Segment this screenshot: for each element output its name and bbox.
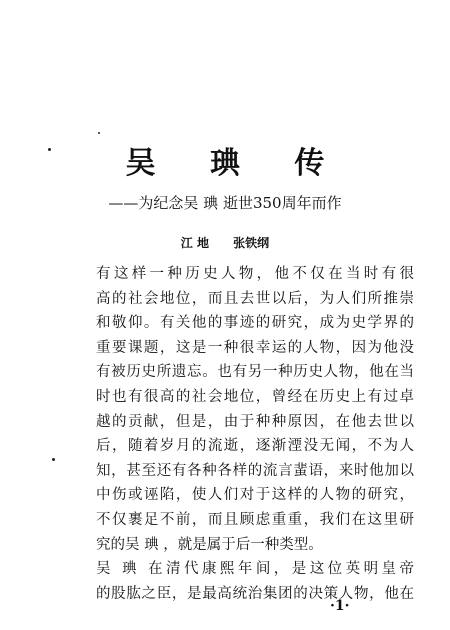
body-line: 究的吴 琠 ，就是属于后一种类型。 — [96, 536, 323, 553]
body-line: 有这样一种历史人物，他不仅在当时有很 — [96, 266, 414, 282]
author-name: 张铁纲 — [233, 236, 270, 250]
author-name: 江 地 — [180, 236, 209, 250]
body-line: 的股肱之臣，是最高统治集团的决策人物，他在 — [96, 585, 414, 602]
body-line: 后，随着岁月的流逝，逐渐湮没无闻，不为人 — [96, 438, 414, 455]
article-subtitle: ——为纪念吴 琠 逝世350周年而作 — [108, 194, 342, 212]
scan-speck — [52, 458, 55, 461]
body-line: 时也有很高的社会地位，曾经在历史上有过卓 — [96, 388, 414, 405]
page-number: ·1· — [330, 598, 350, 614]
body-line: 有被历史所遗忘。也有另一种历史人物，他在当 — [96, 364, 414, 381]
body-line: 知，甚至还有各种各样的流言蜚语，来时他加以 — [96, 462, 414, 479]
body-line: 高的社会地位，而且去世以后，为人们所推崇 — [96, 290, 414, 307]
body-line: 越的贡献，但是，由于种种原因，在他去世以 — [96, 413, 414, 430]
article-body — [96, 262, 414, 606]
article-title: 吴 琠 传 — [125, 146, 347, 181]
article-authors — [0, 234, 450, 251]
body-line: 不仅裹足不前，而且顾虑重重，我们在这里研 — [96, 511, 414, 528]
scan-speck — [98, 132, 100, 134]
body-line: 中伤或诬陷，使人们对于这样的人物的研究， — [96, 487, 414, 504]
body-line: 和敬仰。有关他的事迹的研究，成为史学界的 — [96, 315, 414, 332]
body-line: 重要课题，这是一种很幸运的人物，因为他没 — [96, 339, 414, 356]
body-line: 吴 琠 在清代康熙年间，是这位英明皇帝 — [96, 561, 414, 578]
